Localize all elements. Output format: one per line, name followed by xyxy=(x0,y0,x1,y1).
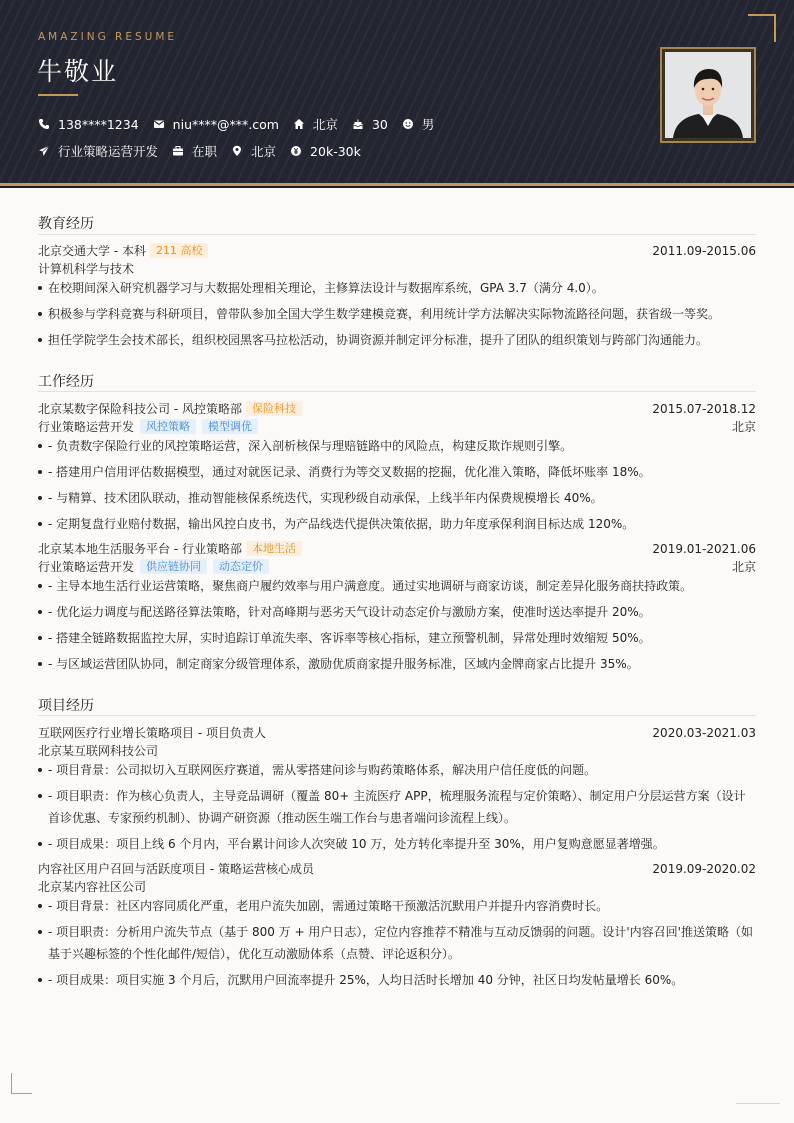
corner-ornament-bottom-right xyxy=(736,1103,780,1104)
projects-section-rule xyxy=(38,715,756,716)
education-date: 2011.09-2015.06 xyxy=(652,243,756,258)
job-role: 行业策略运营开发 xyxy=(38,560,135,574)
employment-status-info: 在职 xyxy=(172,142,217,160)
project-entry-header xyxy=(38,860,756,877)
list-item: - 项目职责：作为核心负责人，主导竞品调研（覆盖 80+ 主流医疗 APP，梳理服务流程与定价策略）、制定用户分层运营方案（设计首诊优惠、专家预约机制）、协调产研资源（推动医生端工作台与患者端问诊流程上线）。 xyxy=(38,785,756,829)
list-item: - 主导本地生活行业运营策略，聚焦商户履约效率与用户满意度。通过实地调研与商家访谈，制定差异化服务商扶持政策。 xyxy=(38,575,756,597)
list-item: - 项目成果：项目实施 3 个月后，沉默用户回流率提升 25%，人均日活时长增加 40 分钟，社区日均发帖量增长 60%。 xyxy=(38,969,756,991)
project-org-row xyxy=(38,878,756,895)
school-name: 北京交通大学 - 本科 xyxy=(38,244,146,258)
job-role-row xyxy=(38,418,756,435)
location-pin-icon xyxy=(231,145,243,157)
project-date: 2019.09-2020.02 xyxy=(652,861,756,876)
hometown-info: 北京 xyxy=(293,115,338,133)
list-item: 积极参与学科竞赛与科研项目，曾带队参加全国大学生数学建模竞赛，利用统计学方法解决实际物流路径问题，获省级一等奖。 xyxy=(38,303,756,325)
project-org: 北京某内容社区公司 xyxy=(38,880,147,894)
company-name: 北京某数字保险科技公司 - 风控策略部 xyxy=(38,402,242,416)
corner-ornament-bottom-left xyxy=(11,1073,32,1094)
project-org: 北京某互联网科技公司 xyxy=(38,744,159,758)
job-bullets xyxy=(38,575,756,679)
skill-tag: 供应链协同 xyxy=(140,559,207,574)
resume-header xyxy=(0,0,794,183)
gender-info: 男 xyxy=(402,115,435,133)
portrait-illustration xyxy=(665,52,751,138)
education-bullets xyxy=(38,277,756,355)
list-item: - 定期复盘行业赔付数据，输出风控白皮书，为产品线迭代提供决策依据，助力年度承保利润目标达成 120%。 xyxy=(38,513,756,535)
header-divider-dark xyxy=(0,186,794,188)
job-intent-row xyxy=(38,142,375,160)
home-icon xyxy=(293,118,305,130)
mail-icon xyxy=(153,118,165,130)
project-name: 互联网医疗行业增长策略项目 - 项目负责人 xyxy=(38,726,266,740)
name-underline xyxy=(38,94,78,96)
target-position-info: 行业策略运营开发 xyxy=(38,142,158,160)
resume-tagline: AMAZING RESUME xyxy=(38,31,178,43)
industry-tag: 保险科技 xyxy=(246,401,302,416)
job-entry-header xyxy=(38,400,756,417)
job-bullets xyxy=(38,435,756,539)
list-item: - 负责数字保险行业的风控策略运营，深入剖析核保与理赔链路中的风险点，构建反欺诈规则引擎。 xyxy=(38,435,756,457)
corner-ornament-top-right xyxy=(748,14,776,42)
list-item: - 优化运力调度与配送路径算法策略，针对高峰期与恶劣天气设计动态定价与激励方案，使准时送达率提升 20%。 xyxy=(38,601,756,623)
list-item: - 项目背景：社区内容同质化严重，老用户流失加剧，需通过策略干预激活沉默用户并提升内容消费时长。 xyxy=(38,895,756,917)
skill-tag: 动态定价 xyxy=(213,559,269,574)
job-entry-header xyxy=(38,540,756,557)
project-date: 2020.03-2021.03 xyxy=(652,725,756,740)
skill-tag: 风控策略 xyxy=(140,419,196,434)
profile-photo xyxy=(660,47,756,143)
list-item: - 与精算、技术团队联动，推动智能核保系统迭代，实现秒级自动承保，上线半年内保费规模增长 40%。 xyxy=(38,487,756,509)
company-name: 北京某本地生活服务平台 - 行业策略部 xyxy=(38,542,242,556)
list-item: - 项目成果：项目上线 6 个月内，平台累计问诊人次突破 10 万，处方转化率提升至 30%，用户复购意愿显著增强。 xyxy=(38,833,756,855)
gender-icon xyxy=(402,118,414,130)
project-entry-header xyxy=(38,724,756,741)
project-name: 内容社区用户召回与活跃度项目 - 策略运营核心成员 xyxy=(38,862,314,876)
phone-info: 138****1234 xyxy=(38,117,139,132)
send-icon xyxy=(38,145,50,157)
job-city: 北京 xyxy=(731,420,756,434)
education-major-row xyxy=(38,260,756,277)
job-role: 行业策略运营开发 xyxy=(38,420,135,434)
email-info: niu****@***.com xyxy=(153,117,279,132)
work-section-title: 工作经历 xyxy=(38,374,94,390)
school-tag: 211 高校 xyxy=(150,243,209,258)
cake-icon xyxy=(352,118,364,130)
list-item: - 项目职责：分析用户流失节点（基于 800 万 + 用户日志），定位内容推荐不精准与互动反馈弱的问题。设计'内容召回'推送策略（如基于兴趣标签的个性化邮件/短信），优化互动激励体系（点赞、评论返积分）。 xyxy=(38,921,756,965)
phone-icon xyxy=(38,118,50,130)
job-date: 2015.07-2018.12 xyxy=(652,401,756,416)
list-item: 在校期间深入研究机器学习与大数据处理相关理论，主修算法设计与数据库系统，GPA 3.7（满分 4.0）。 xyxy=(38,277,756,299)
projects-section-title: 项目经历 xyxy=(38,698,94,714)
work-section-rule xyxy=(38,391,756,392)
target-city-info: 北京 xyxy=(231,142,276,160)
list-item: 担任学院学生会技术部长，组织校园黑客马拉松活动，协调资源并制定评分标准，提升了团队的组织策划与跨部门沟通能力。 xyxy=(38,329,756,351)
job-city: 北京 xyxy=(731,560,756,574)
list-item: - 搭建用户信用评估数据模型，通过对就医记录、消费行为等交叉数据的挖掘，优化准入策略，降低坏账率 18%。 xyxy=(38,461,756,483)
education-section-rule xyxy=(38,234,756,235)
age-info: 30 xyxy=(352,117,388,132)
job-role-row xyxy=(38,558,756,575)
contact-row xyxy=(38,115,448,133)
project-bullets xyxy=(38,895,756,995)
project-org-row xyxy=(38,742,756,759)
avatar xyxy=(665,52,751,138)
list-item: - 与区域运营团队协同，制定商家分级管理体系，激励优质商家提升服务标准，区域内金牌商家占比提升 35%。 xyxy=(38,653,756,675)
salary-icon xyxy=(290,145,302,157)
project-bullets xyxy=(38,759,756,859)
salary-info: 20k-30k xyxy=(290,144,361,159)
job-date: 2019.01-2021.06 xyxy=(652,541,756,556)
briefcase-icon xyxy=(172,145,184,157)
skill-tag: 模型调优 xyxy=(202,419,258,434)
education-section-title: 教育经历 xyxy=(38,216,94,232)
education-entry-header xyxy=(38,242,756,259)
industry-tag: 本地生活 xyxy=(246,541,302,556)
major: 计算机科学与技术 xyxy=(38,262,135,276)
list-item: - 搭建全链路数据监控大屏，实时追踪订单流失率、客诉率等核心指标，建立预警机制，异常处理时效缩短 50%。 xyxy=(38,627,756,649)
candidate-name: 牛敬业 xyxy=(37,57,119,86)
list-item: - 项目背景：公司拟切入互联网医疗赛道，需从零搭建问诊与购药策略体系，解决用户信任度低的问题。 xyxy=(38,759,756,781)
